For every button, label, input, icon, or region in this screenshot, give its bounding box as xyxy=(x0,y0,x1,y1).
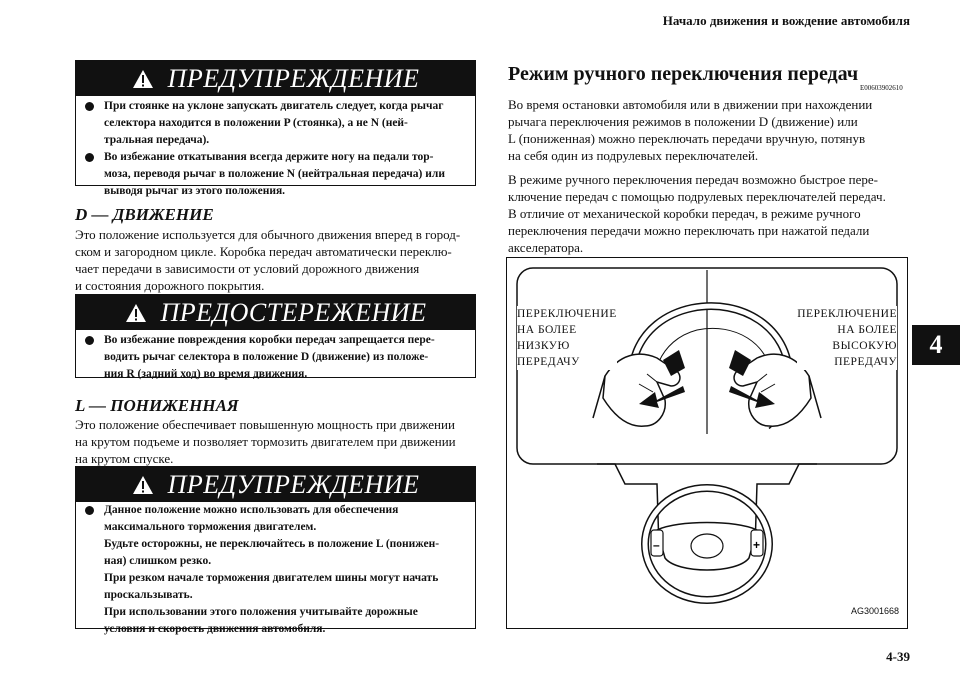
paddle-minus-label: – xyxy=(653,538,660,552)
warning-header xyxy=(76,61,475,96)
bullet-icon xyxy=(85,336,94,345)
paddle-shift-figure xyxy=(506,257,908,629)
bullet-icon xyxy=(85,102,94,111)
upshift-label: ПЕРЕКЛЮЧЕНИЕ НА БОЛЕЕ ВЫСОКУЮ ПЕРЕДАЧУ xyxy=(797,308,897,368)
downshift-label: ПЕРЕКЛЮЧЕНИЕ НА БОЛЕЕ НИЗКУЮ ПЕРЕДАЧУ xyxy=(517,308,617,368)
warning-title: ПРЕДУПРЕЖДЕНИЕ xyxy=(167,63,420,93)
running-header: Начало движения и вождение автомобиля xyxy=(662,13,910,28)
section-title-d: D — ДВИЖЕНИЕ xyxy=(75,205,214,224)
section-code: E00603902610 xyxy=(860,84,903,92)
caution-title: ПРЕДОСТЕРЕЖЕНИЕ xyxy=(160,297,427,327)
warning-box-parking xyxy=(75,60,476,197)
warning-box-engine-braking xyxy=(75,466,476,635)
section-title-l: L — ПОНИЖЕННАЯ xyxy=(75,396,239,415)
warning-triangle-icon xyxy=(132,69,154,89)
warning-item: При стоянке на уклоне запускать двигатель следует, когда рычаг селектора находится в положении P (стоянка), а не N (ней- тральная передача). xyxy=(76,98,475,149)
section-body-l: Это положение обеспечивает повышенную мощность при движении на крутом подъеме и позволяет тормозить двигателем при движении на крутом спуске. xyxy=(75,417,456,466)
warning-item: Данное положение можно использовать для обеспечения максимального торможения двигателем. Будьте осторожны, не переключайтесь в положение L (понижен- ная) слишком резко. При резком начале торможения двигателем шины могут начать проскальзывать. При использовании этого положения учитывайте дорожные условия и скорость движения автомобиля. xyxy=(76,502,475,638)
warning-triangle-icon xyxy=(132,475,154,495)
warning-title: ПРЕДУПРЕЖДЕНИЕ xyxy=(167,469,420,499)
caution-box xyxy=(75,294,476,378)
figure-code: AG3001668 xyxy=(850,606,899,616)
section-body-d: Это положение используется для обычного движения вперед в город- ском и загородном цикле. Коробка передач автоматически переклю- чает передачи в зависимости от условий дорожного движения и состояния дорожного покрытия. xyxy=(75,227,461,293)
manual-paragraph-1: Во время остановки автомобиля или в движении при нахождении рычага переключения режимов в положении D (движение) или L (пониженная) можно переключать передачи вручную, потянув на себя один из подрулевых переключателей. xyxy=(508,97,873,163)
caution-item: Во избежание повреждения коробки передач запрещается пере- водить рычаг селектора в положение D (движение) из положе- ния R (задний ход) во время движения. xyxy=(76,332,475,383)
manual-mode-title: Режим ручного переключения передач xyxy=(508,63,859,85)
bullet-icon xyxy=(85,506,94,515)
chapter-tab: 4 xyxy=(912,325,960,365)
bullet-icon xyxy=(85,153,94,162)
warning-header xyxy=(76,467,475,502)
manual-paragraph-2: В режиме ручного переключения передач возможно быстрое пере- ключение передач с помощью подрулевых переключателей передач. В отличие от механической коробки передач, в режиме ручного переключения передачи можно переключать при нажатой педали акселератора. xyxy=(508,172,886,255)
page-number: 4-39 xyxy=(886,649,910,664)
paddle-plus-label: + xyxy=(753,538,761,552)
warning-item: Во избежание откатывания всегда держите ногу на педали тор- моза, переводя рычаг в положение N (нейтральная передача) или выводя рычаг из этого положения. xyxy=(76,149,475,200)
caution-header xyxy=(76,295,475,330)
warning-triangle-icon xyxy=(125,303,147,323)
